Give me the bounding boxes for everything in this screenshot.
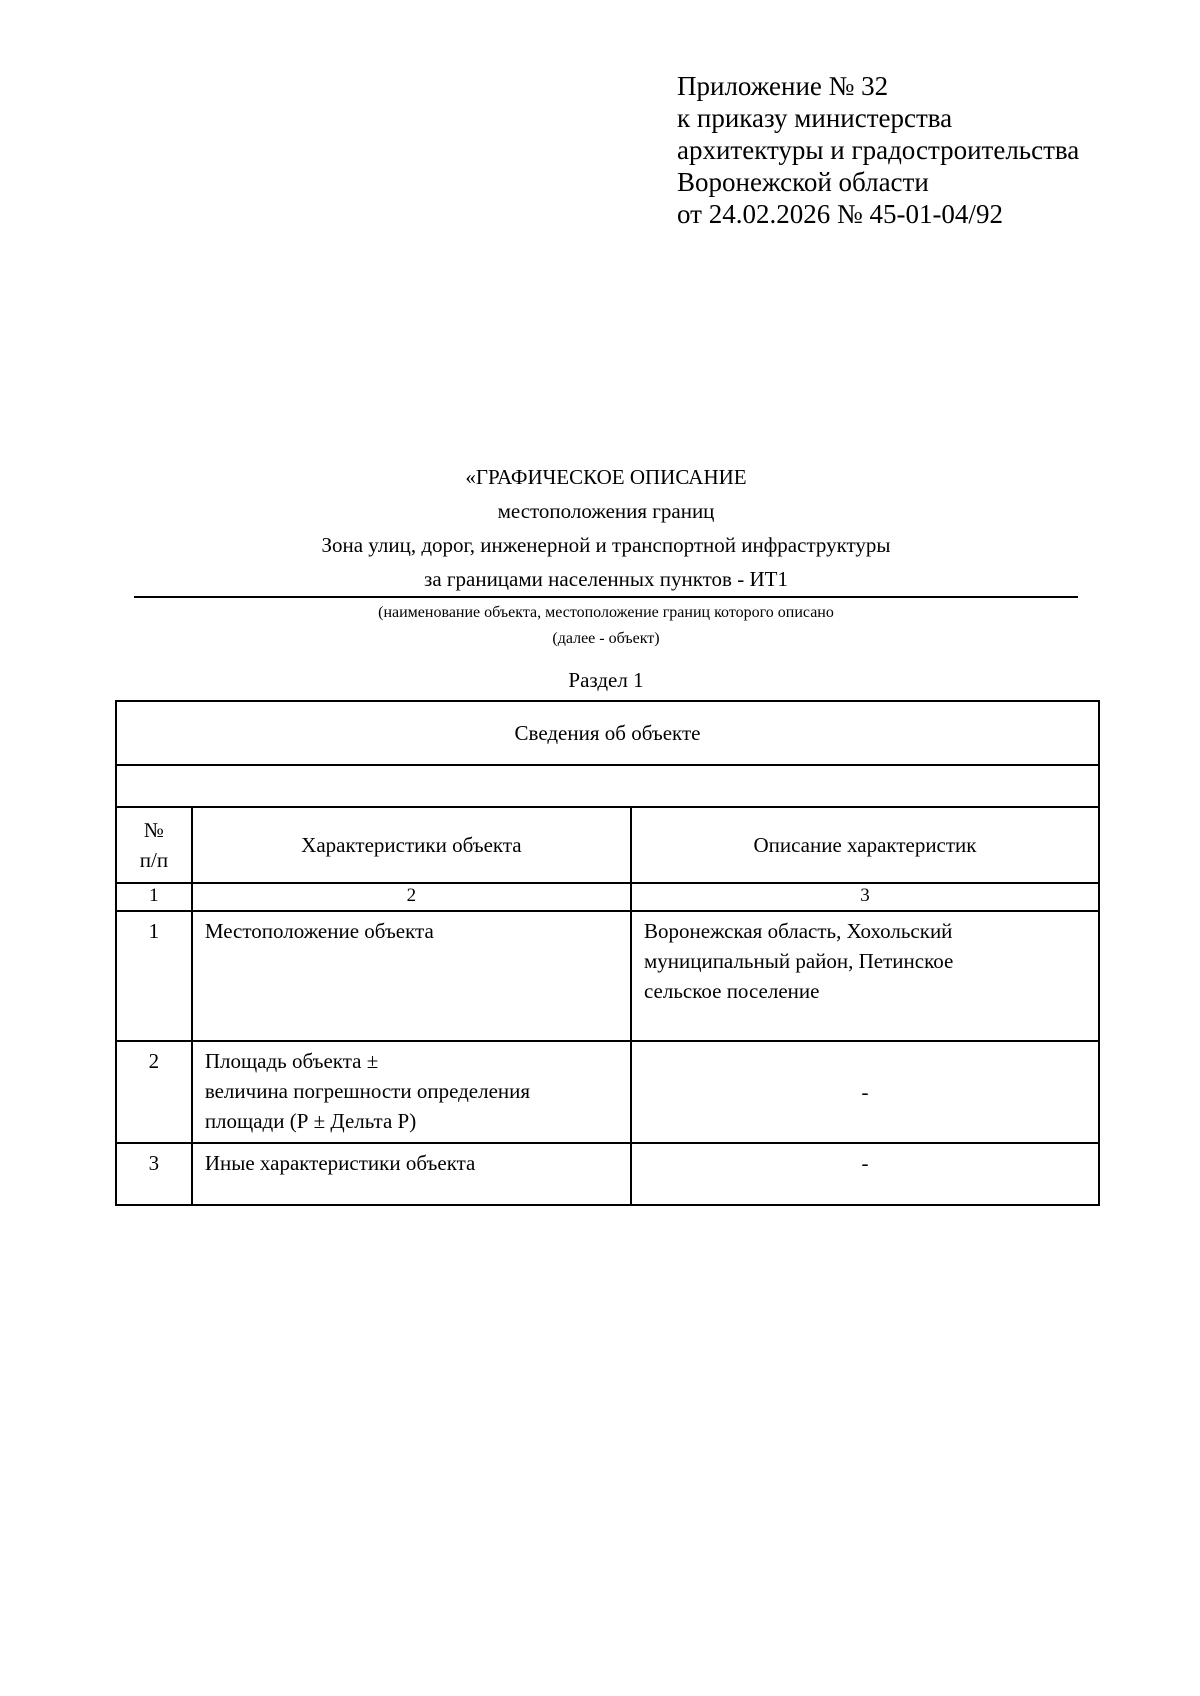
table-empty-row — [116, 765, 1099, 807]
appendix-line: Приложение № 32 — [677, 71, 889, 101]
row-description-line: муниципальный район, Петинское — [643, 949, 954, 973]
document-title-block — [134, 460, 1078, 694]
row-characteristic — [192, 1143, 631, 1205]
column-number-row — [116, 883, 1099, 911]
appendix-line: архитектуры и градостроительства — [677, 135, 1080, 165]
row-description — [631, 1143, 1099, 1205]
table-title: Сведения об объекте — [116, 701, 1099, 765]
row-description-line: Воронежская область, Хохольский — [643, 919, 953, 943]
column-number: 2 — [192, 883, 631, 911]
row-number: 2 — [116, 1041, 192, 1143]
appendix-header — [677, 70, 1079, 230]
table-row — [116, 1143, 1099, 1205]
column-header-description: Описание характеристик — [631, 807, 1099, 883]
object-info-table — [115, 700, 1100, 1206]
section-label: Раздел 1 — [568, 668, 644, 692]
table-row — [116, 911, 1099, 1041]
row-characteristic-line: площади (Р ± Дельта Р) — [204, 1109, 417, 1133]
row-number: 3 — [116, 1143, 192, 1205]
column-header-number-line: п/п — [139, 848, 169, 872]
appendix-line: Воронежской области — [677, 167, 929, 197]
row-characteristic-line: величина погрешности определения — [204, 1079, 531, 1103]
column-header-characteristics: Характеристики объекта — [192, 807, 631, 883]
column-number: 1 — [116, 883, 192, 911]
row-characteristic — [192, 911, 631, 1041]
row-description — [631, 911, 1099, 1041]
object-name-line-1: Зона улиц, дорог, инженерной и транспортной инфраструктуры — [321, 533, 891, 557]
document-subheading: местоположения границ — [497, 499, 715, 523]
appendix-line: к приказу министерства — [677, 103, 953, 133]
row-characteristic-line: Площадь объекта ± — [204, 1049, 379, 1073]
row-description-line: - — [861, 1151, 869, 1175]
object-name-caption-1: (наименование объекта, местоположение границ которого описано — [378, 604, 834, 621]
row-description-line: - — [861, 1080, 869, 1104]
appendix-line: от 24.02.2026 № 45-01-04/92 — [677, 199, 1003, 229]
object-name-caption-2: (далее - объект) — [552, 630, 660, 647]
row-characteristic-line: Иные характеристики объекта — [204, 1151, 476, 1175]
row-characteristic — [192, 1041, 631, 1143]
row-description — [631, 1041, 1099, 1143]
table-row — [116, 1041, 1099, 1143]
column-header-number — [116, 807, 192, 883]
row-characteristic-line: Местоположение объекта — [204, 919, 434, 943]
object-name-line-2: за границами населенных пунктов - ИТ1 — [134, 562, 1078, 598]
column-number: 3 — [631, 883, 1099, 911]
row-number: 1 — [116, 911, 192, 1041]
row-description-line: сельское поселение — [643, 979, 820, 1003]
column-header-number-line: № — [143, 818, 164, 842]
document-heading: «ГРАФИЧЕСКОЕ ОПИСАНИЕ — [465, 465, 747, 489]
